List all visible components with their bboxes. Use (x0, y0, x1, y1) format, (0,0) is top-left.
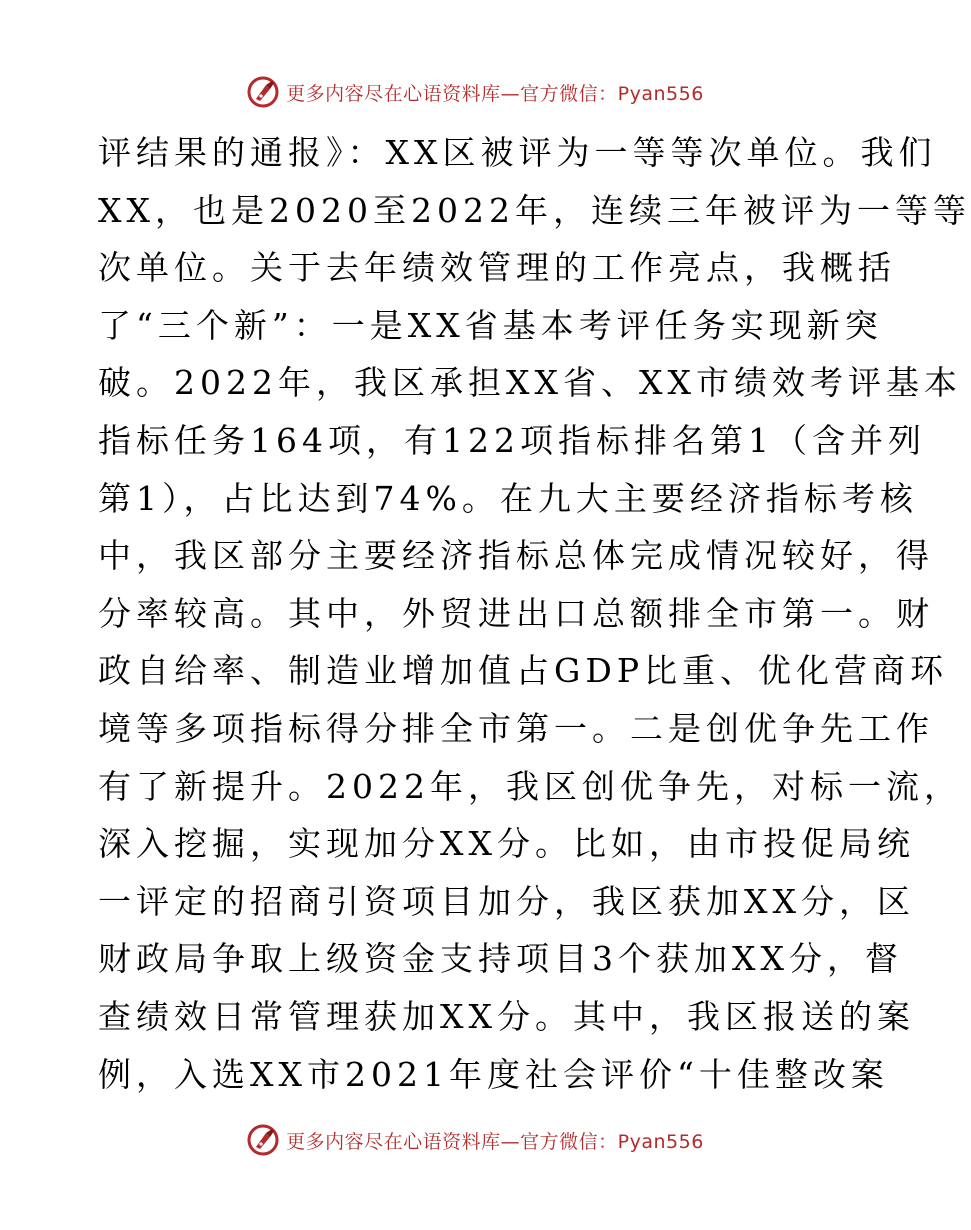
body-line: 境等多项指标得分排全市第一。二是创优争先工作 (98, 708, 934, 748)
body-line: 了“三个新”：一是XX省基本考评任务实现新突 (98, 305, 883, 345)
header-watermark (0, 72, 950, 112)
body-line: 第1），占比达到74%。在九大主要经济指标考核 (98, 478, 918, 518)
body-line: 分率较高。其中，外贸进出口总额排全市第一。财 (98, 593, 934, 633)
body-line: 次单位。关于去年绩效管理的工作亮点，我概括 (98, 248, 896, 288)
body-line: 深入挖掘，实现加分XX分。比如，由市投促局统 (98, 824, 915, 864)
footer-watermark-text: 更多内容尽在心语资料库—官方微信：Pyan556 (286, 1130, 704, 1153)
pen-nib-logo-icon (246, 1123, 280, 1157)
body-line: 财政局争取上级资金支持项目3个获加XX分，督 (98, 939, 903, 979)
body-line: 指标任务164项，有122项指标排名第1（含并列 (98, 420, 926, 460)
pen-nib-logo-icon (246, 75, 280, 109)
body-line: 评结果的通报》：XX区被评为一等等次单位。我们 (98, 133, 937, 172)
body-line: 例，入选XX市2021年度社会评价“十佳整改案 (98, 1054, 889, 1094)
body-line: 查绩效日常管理获加XX分。其中，我区报送的案 (98, 996, 915, 1036)
body-line: 一评定的招商引资项目加分，我区获加XX分，区 (98, 881, 915, 921)
body-line: XX，也是2020至2022年，连续三年被评为一等等 (98, 190, 971, 230)
document-body (98, 124, 971, 1103)
header-watermark-text: 更多内容尽在心语资料库—官方微信：Pyan556 (286, 82, 704, 105)
body-line: 有了新提升。2022年，我区创优争先，对标一流， (98, 766, 962, 806)
body-line: 政自给率、制造业增加值占GDP比重、优化营商环 (98, 651, 949, 691)
footer-watermark (0, 1120, 950, 1160)
body-line: 破。2022年，我区承担XX省、XX市绩效考评基本 (98, 363, 962, 403)
body-line: 中，我区部分主要经济指标总体完成情况较好，得 (98, 536, 934, 576)
